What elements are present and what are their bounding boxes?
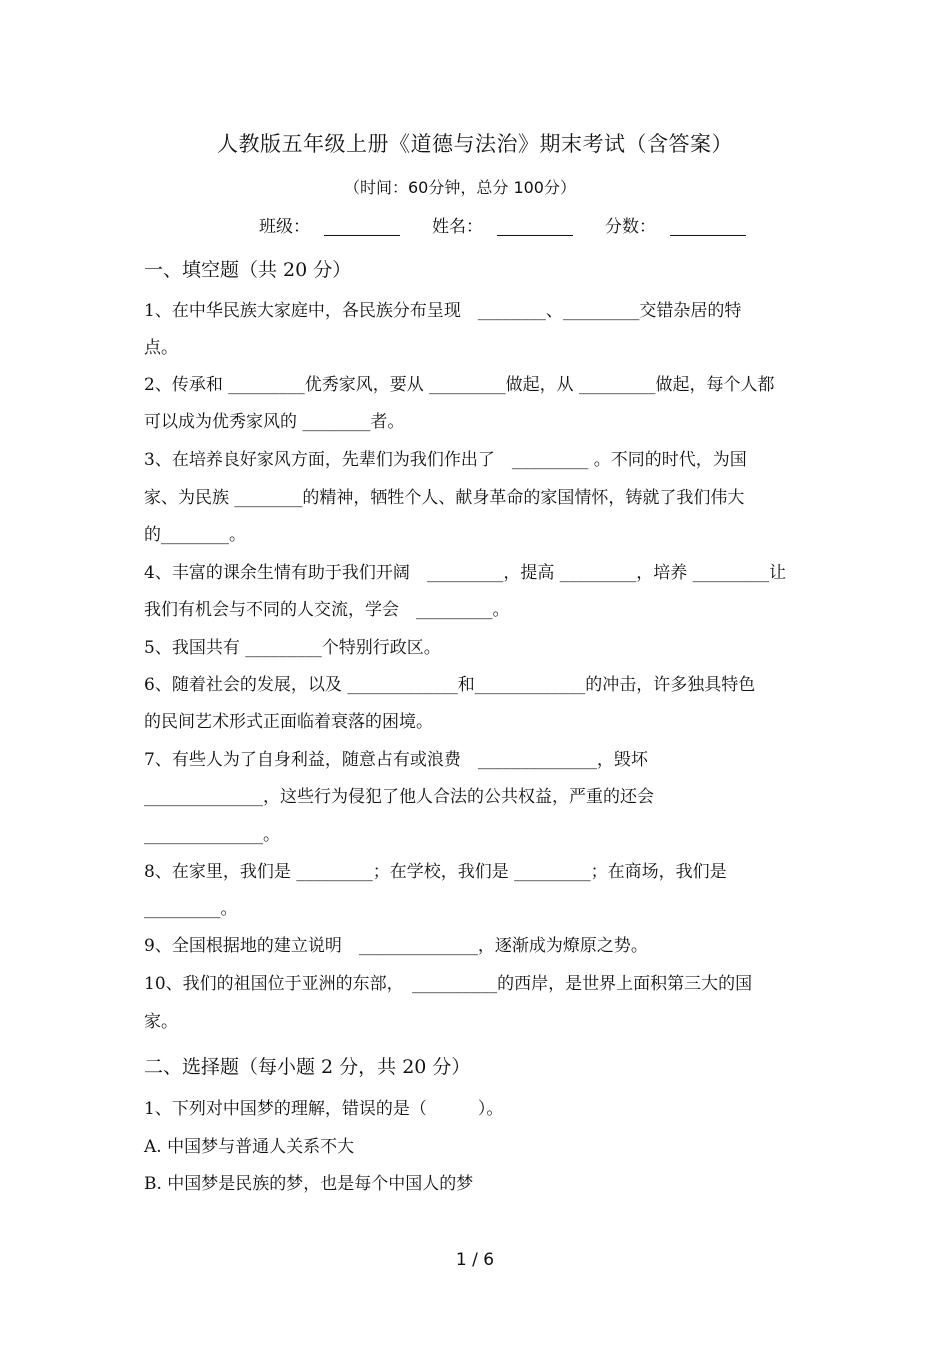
question-line: 5、我国共有 _________个特别行政区。: [144, 638, 441, 658]
question-line: 6、随着社会的发展，以及 _____________和_____________的冲击，许多独具特色: [144, 675, 756, 695]
section-heading-fill-blank: 一、填空题（共 20 分）: [144, 259, 352, 281]
question-line: 10、我们的祖国位于亚洲的东部， __________的西岸，是世界上面积第三大的国: [144, 974, 753, 994]
question-line: 1、在中华民族大家庭中，各民族分布呈现 ________、_________交错杂居的特: [144, 301, 742, 321]
question-line: 9、全国根据地的建立说明 ______________，逐渐成为燎原之势。: [144, 936, 648, 956]
question-line: 1、下列对中国梦的理解，错误的是（ ）。: [144, 1099, 504, 1119]
question-line: 家。: [144, 1012, 178, 1032]
question-line: 8、在家里，我们是 _________；在学校，我们是 _________；在商场，我们是: [144, 862, 727, 882]
class-field: [259, 212, 400, 237]
class-label: 班级：: [259, 217, 310, 237]
question-line: _________。: [144, 899, 238, 919]
score-field: [605, 212, 746, 237]
question-line: 4、丰富的课余生情有助于我们开阔 _________，提高 _________，培养 _________让: [144, 563, 787, 583]
page-title: 人教版五年级上册《道德与法治》期末考试（含答案）: [217, 132, 733, 156]
question-line: 的民间艺术形式正面临着衰落的困境。: [144, 712, 433, 732]
question-line: 2、传承和 _________优秀家风，要从 _________做起，从 _________做起，每个人都: [144, 375, 775, 395]
question-line: ______________。: [144, 825, 280, 845]
name-field: [432, 212, 573, 237]
section-heading-multiple-choice: 二、选择题（每小题 2 分，共 20 分）: [144, 1056, 471, 1078]
question-line: 7、有些人为了自身利益，随意占有或浪费 ______________，毁坏: [144, 750, 648, 770]
question-line: 我们有机会与不同的人交流，学会 _________。: [144, 600, 510, 620]
option-b: B. 中国梦是民族的梦，也是每个中国人的梦: [144, 1174, 474, 1194]
question-line: ______________，这些行为侵犯了他人合法的公共权益，严重的还会: [144, 787, 654, 807]
question-line: 的________。: [144, 525, 246, 545]
score-label: 分数：: [605, 217, 656, 237]
question-line: 点。: [144, 338, 178, 358]
exam-subtitle: （时间：60分钟，总分 100分）: [344, 178, 576, 197]
question-line: 可以成为优秀家风的 ________者。: [144, 412, 405, 432]
question-line: 3、在培养良好家风方面，先辈们为我们作出了 _________ 。不同的时代，为国: [144, 450, 747, 470]
name-blank[interactable]: [497, 217, 573, 236]
question-line: 家、为民族 ________的精神，牺牲个人、献身革命的家国情怀，铸就了我们伟大: [144, 488, 745, 508]
option-a: A. 中国梦与普通人关系不大: [144, 1137, 355, 1157]
name-label: 姓名：: [432, 217, 483, 237]
class-blank[interactable]: [324, 217, 400, 236]
score-blank[interactable]: [670, 217, 746, 236]
page-number: 1 / 6: [455, 1250, 495, 1270]
